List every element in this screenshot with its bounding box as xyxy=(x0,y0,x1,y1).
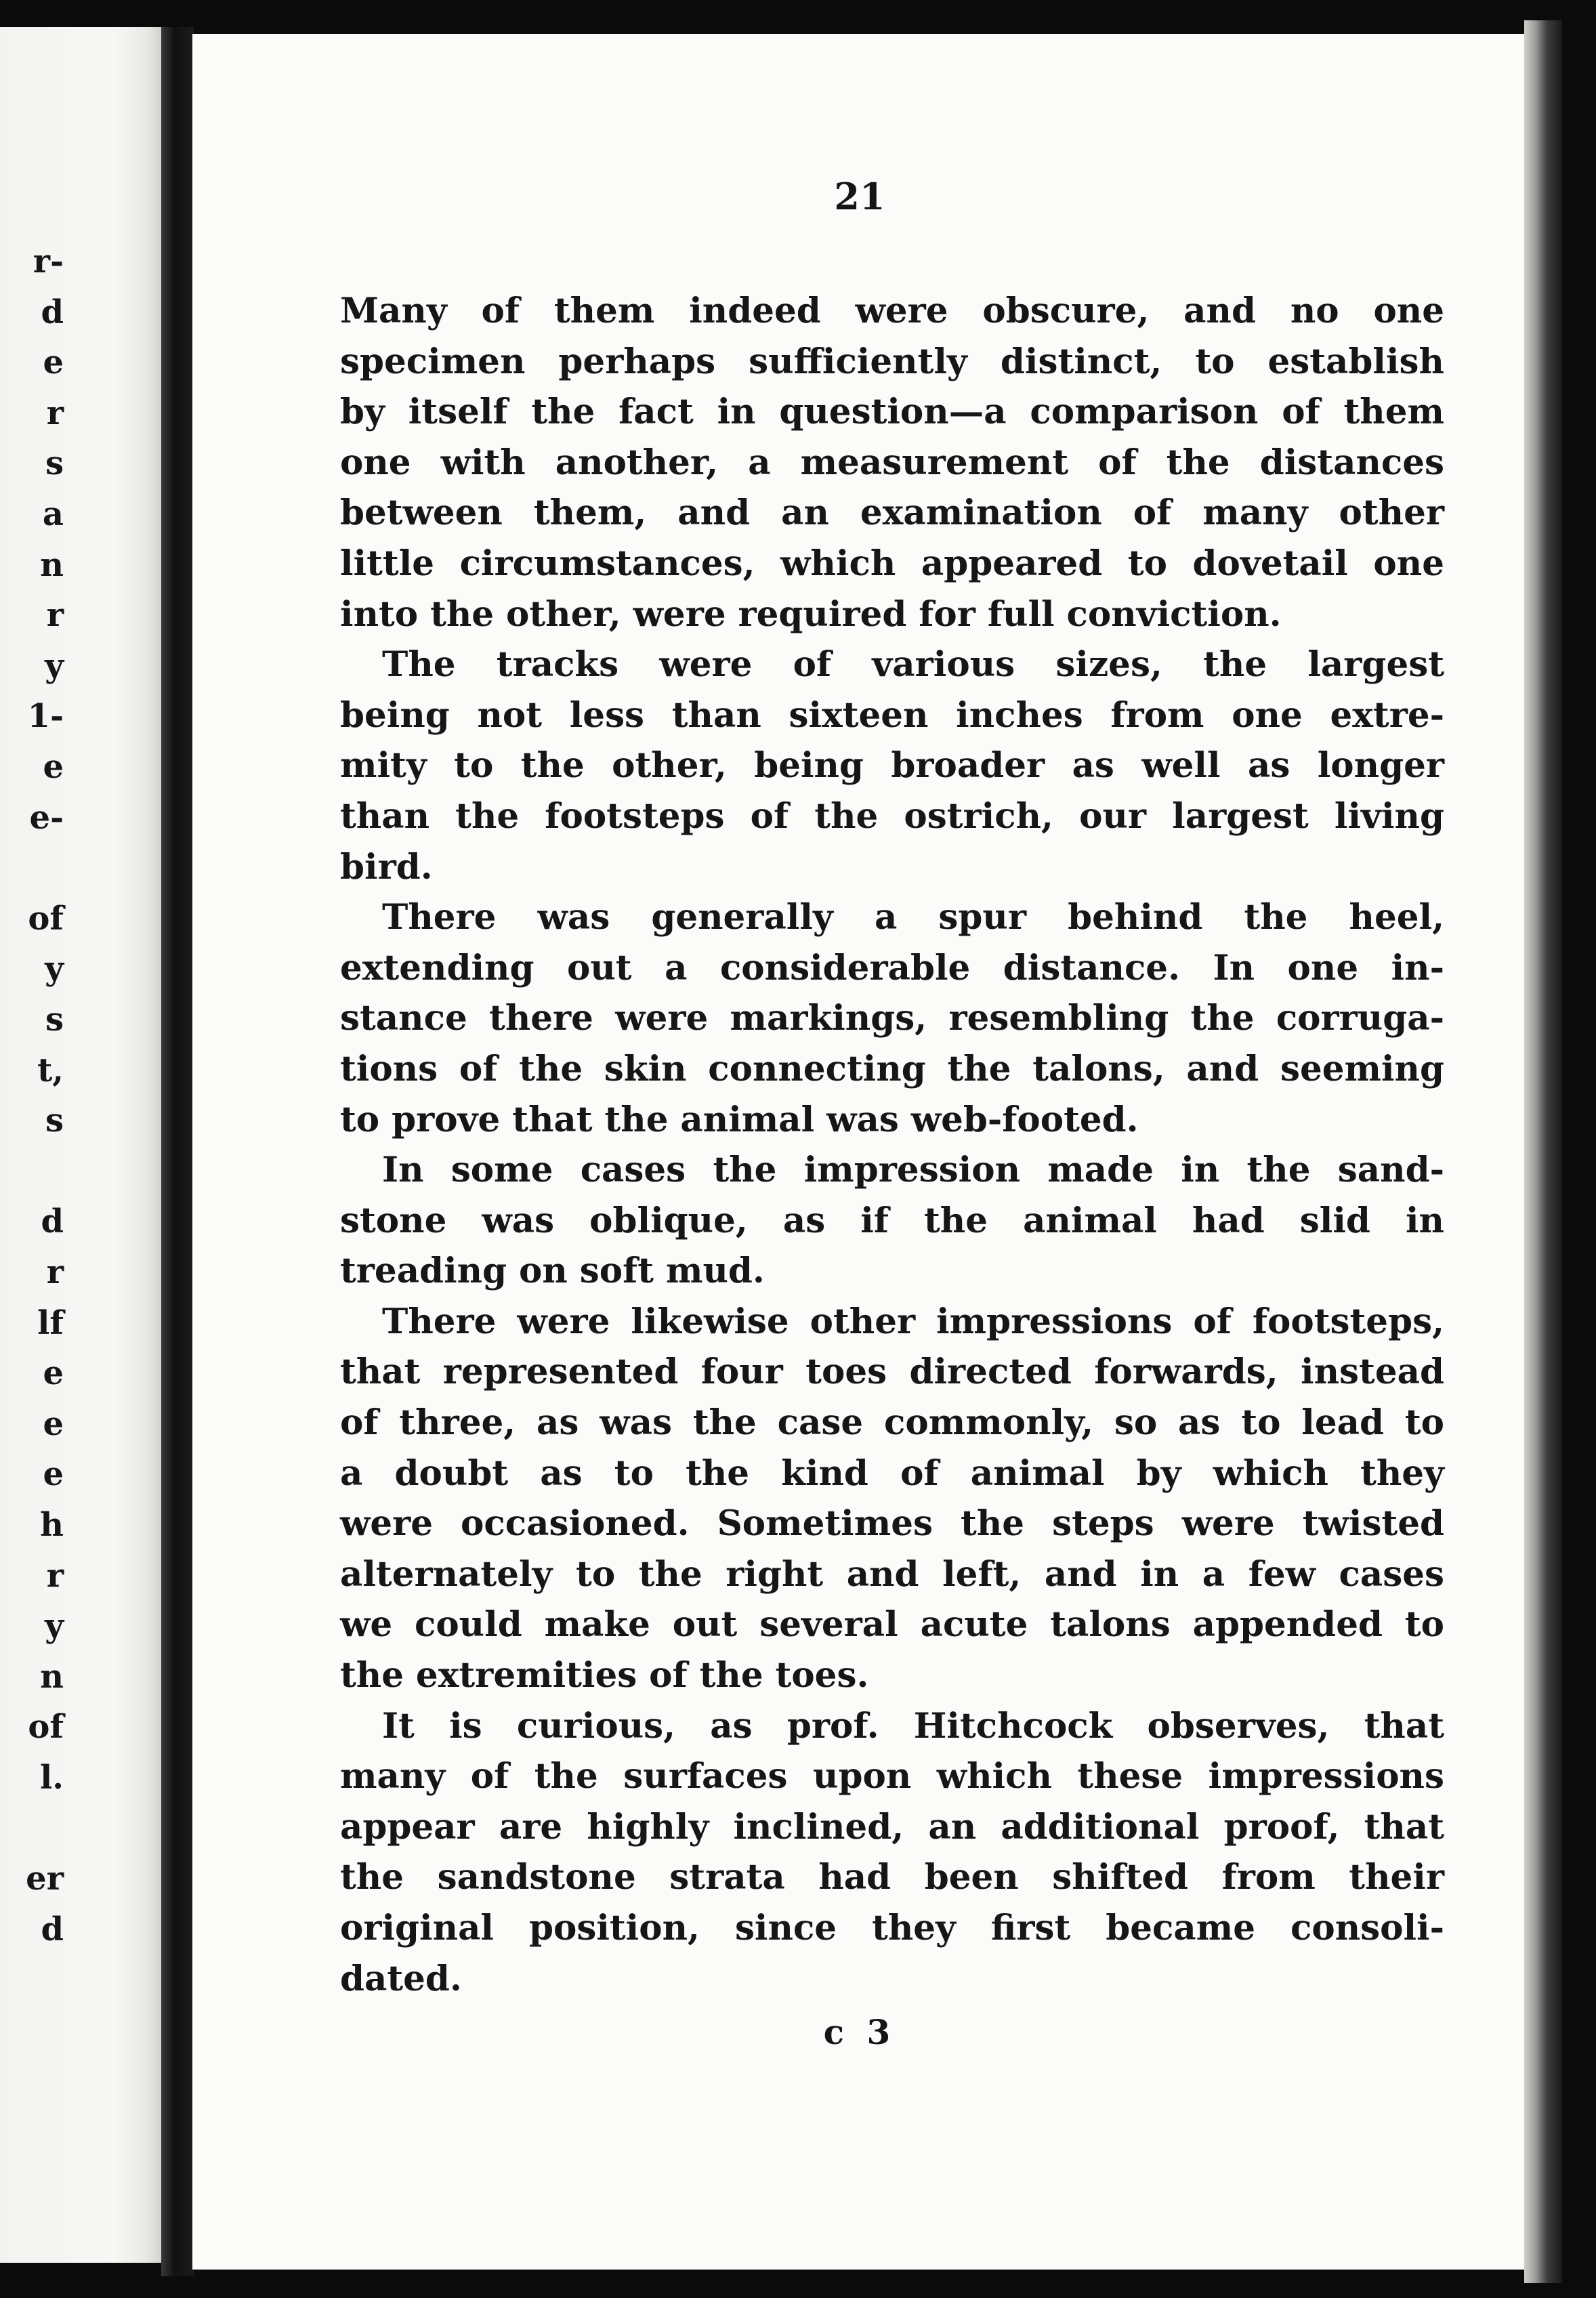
text-line: bird. xyxy=(340,846,433,887)
text-fragment: lf xyxy=(37,1303,64,1342)
paragraph xyxy=(340,892,1444,1145)
text-line: In some cases the impression made in the sand- xyxy=(382,1150,1444,1191)
text-line: to prove that the animal was web-footed. xyxy=(340,1099,1139,1140)
text-line: The tracks were of various sizes, the largest xyxy=(382,644,1444,686)
text-fragment: r xyxy=(46,596,64,635)
text-fragment: e xyxy=(43,1455,64,1494)
page-body-text xyxy=(340,286,1444,2004)
paragraph xyxy=(340,1701,1444,2005)
text-fragment: a xyxy=(42,495,64,533)
text-fragment: e xyxy=(43,343,64,382)
text-line: of three, as was the case commonly, so as to lead to xyxy=(340,1402,1444,1444)
text-line: than the footsteps of the ostrich, our largest living xyxy=(340,795,1444,837)
text-fragment: y xyxy=(45,950,64,988)
text-fragment: n xyxy=(40,545,64,584)
text-fragment: l. xyxy=(40,1759,64,1797)
text-line: alternately to the right and left, and in a few cases xyxy=(340,1553,1444,1595)
text-fragment: d xyxy=(41,1910,64,1948)
text-line: by itself the fact in question—a comparison of them xyxy=(340,392,1444,433)
text-fragment: e xyxy=(43,1354,64,1393)
text-line: were occasioned. Sometimes the steps were twisted xyxy=(340,1503,1444,1545)
text-line: a doubt as to the kind of animal by which they xyxy=(340,1453,1444,1494)
text-fragment: of xyxy=(28,1708,64,1747)
text-line: specimen perhaps sufficiently distinct, to establish xyxy=(340,341,1444,382)
paragraph xyxy=(340,1297,1444,1701)
text-line: the extremities of the toes. xyxy=(340,1655,869,1696)
text-fragment: t, xyxy=(37,1051,64,1089)
text-fragment: e- xyxy=(29,798,64,837)
signature-mark: c 3 xyxy=(823,2012,896,2052)
text-fragment: r xyxy=(46,1253,64,1291)
text-line: the sandstone strata had been shifted from their xyxy=(340,1857,1444,1898)
paragraph xyxy=(340,286,1444,640)
book-gutter xyxy=(161,27,194,2276)
text-line: original position, since they first became consoli- xyxy=(340,1908,1444,1948)
text-line: little circumstances, which appeared to dovetail one xyxy=(340,543,1444,584)
text-fragment: s xyxy=(45,444,64,483)
text-fragment: r xyxy=(46,394,64,432)
text-fragment: y xyxy=(45,1607,64,1646)
text-line: between them, and an examination of many other xyxy=(340,493,1444,534)
text-fragment: of xyxy=(28,899,64,938)
text-fragment: y xyxy=(45,646,64,685)
paragraph xyxy=(340,640,1444,892)
text-fragment: r- xyxy=(33,243,64,280)
text-line: into the other, were required for full conviction. xyxy=(340,593,1282,635)
text-fragment: d xyxy=(41,293,64,331)
text-line: mity to the other, being broader as well as longer xyxy=(340,745,1444,787)
text-line: appear are highly inclined, an additional proof, that xyxy=(340,1806,1444,1847)
page-fore-edge xyxy=(1524,20,1562,2283)
text-line: many of the surfaces upon which these impressions xyxy=(340,1756,1444,1797)
page-number: 21 xyxy=(834,175,885,218)
book-page xyxy=(192,34,1527,2270)
text-line: There were likewise other impressions of footsteps, xyxy=(382,1301,1444,1342)
text-line: that represented four toes directed forwards, instead xyxy=(340,1352,1444,1393)
text-line: Many of them indeed were obscure, and no one xyxy=(340,291,1444,331)
text-fragment: n xyxy=(40,1657,64,1696)
text-line: tions of the skin connecting the talons, and seeming xyxy=(340,1048,1444,1089)
paragraph xyxy=(340,1145,1444,1297)
text-line: extending out a considerable distance. In one in- xyxy=(340,947,1444,988)
text-fragment: 1- xyxy=(27,697,64,736)
text-fragment: e xyxy=(43,748,64,786)
text-line: There was generally a spur behind the heel, xyxy=(382,897,1444,938)
text-line: dated. xyxy=(340,1958,462,1999)
text-line: one with another, a measurement of the distances xyxy=(340,442,1444,483)
text-line: being not less than sixteen inches from one extre- xyxy=(340,694,1444,736)
text-line: stone was oblique, as if the animal had slid in xyxy=(340,1200,1444,1241)
text-fragment: e xyxy=(43,1404,64,1443)
text-line: It is curious, as prof. Hitchcock observes, that xyxy=(382,1705,1444,1747)
text-fragment: r xyxy=(46,1556,64,1595)
text-fragment: er xyxy=(26,1860,64,1898)
previous-page-edge xyxy=(0,27,163,2263)
text-fragment: d xyxy=(41,1203,64,1241)
text-line: we could make out several acute talons appended to xyxy=(340,1604,1444,1646)
text-fragment: s xyxy=(45,1001,64,1039)
text-line: stance there were markings, resembling the corruga- xyxy=(340,998,1444,1039)
previous-page-text-fragments xyxy=(3,27,64,2263)
text-line: treading on soft mud. xyxy=(340,1251,765,1292)
text-fragment: s xyxy=(45,1102,64,1140)
text-fragment: h xyxy=(40,1506,64,1544)
